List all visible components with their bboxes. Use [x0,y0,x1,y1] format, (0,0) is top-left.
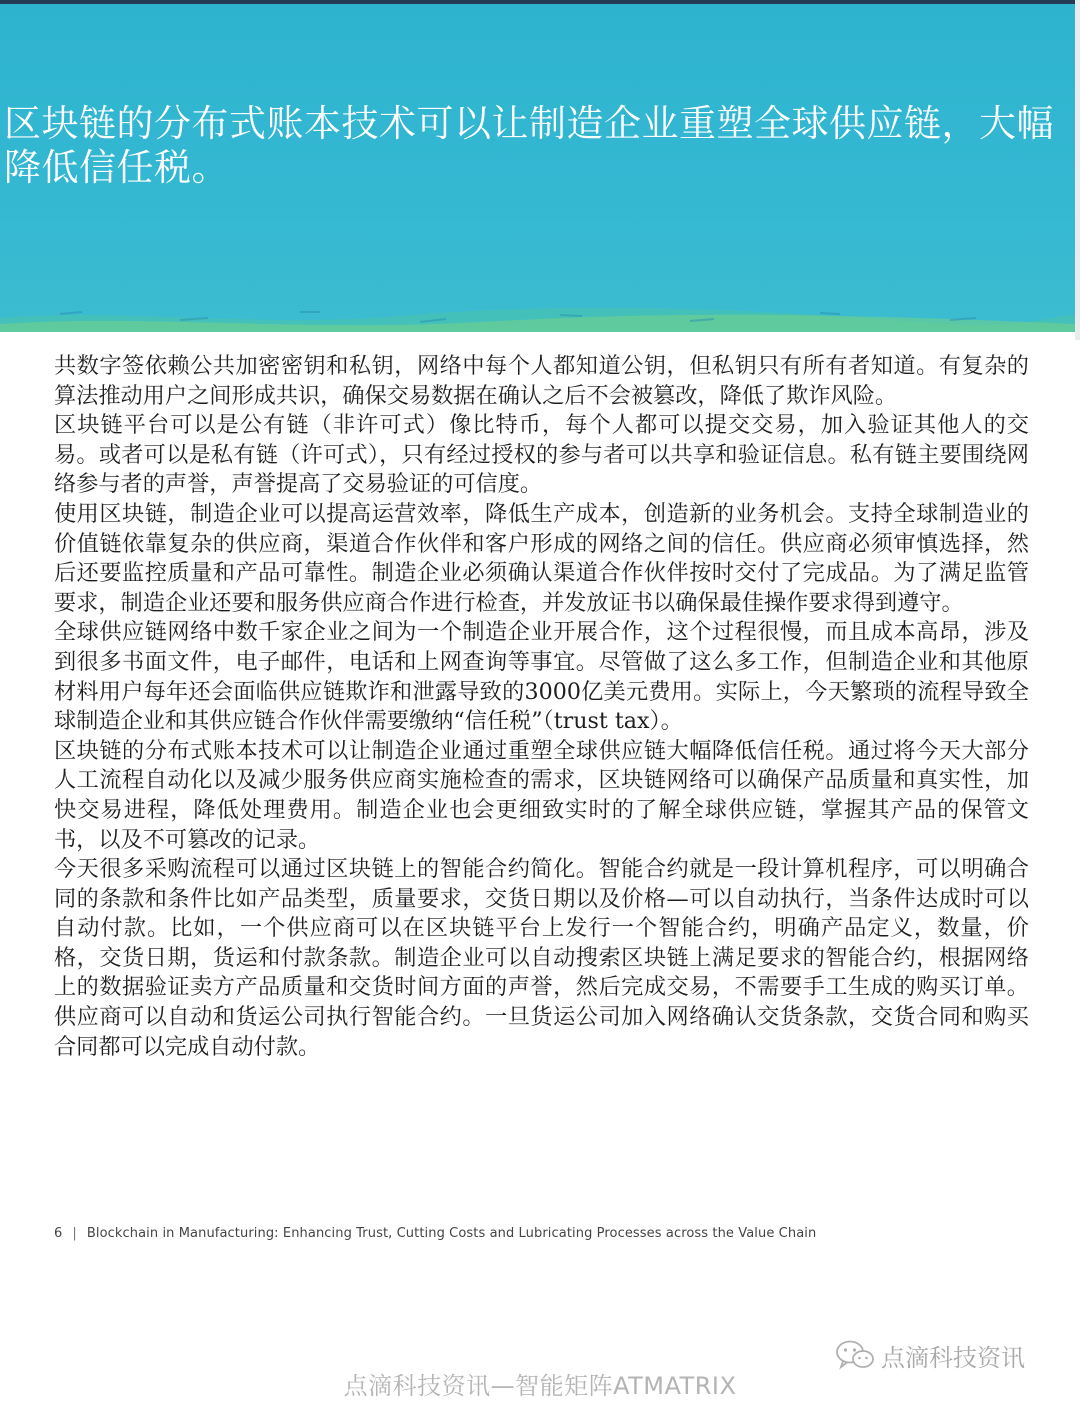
page-edge-shadow [1075,0,1080,340]
banner-top-rule [0,0,1075,4]
paragraph: 今天很多采购流程可以通过区块链上的智能合约简化。智能合约就是一段计算机程序，可以明确合同的条款和条件比如产品类型，质量要求，交货日期以及价格—可以自动执行，当条件达成时可以自动付款。比如，一个供应商可以在区块链平台上发行一个智能合约，明确产品定义，数量，价格，交货日期，货运和付款条款。制造企业可以自动搜索区块链上满足要求的智能合约，根据网络上的数据验证卖方产品质量和交货时间方面的声誉，然后完成交易，不需要手工生成的购买订单。供应商可以自动和货运公司执行智能合约。一旦货运公司加入网络确认交货条款，交货合同和购买合同都可以完成自动付款。 [54,856,1029,1060]
paragraph: 区块链平台可以是公有链（非许可式）像比特币，每个人都可以提交交易，加入验证其他人的交易。或者可以是私有链（许可式），只有经过授权的参与者可以共享和验证信息。私有链主要围绕网络参与者的声誉，声誉提高了交易验证的可信度。 [54,412,1029,498]
page-footer [54,1226,954,1241]
page-number: 6 [54,1226,63,1241]
banner-title: 区块链的分布式账本技术可以让制造企业重塑全球供应链，大幅降低信任税。 [4,102,1054,189]
paragraph: 区块链的分布式账本技术可以让制造企业通过重塑全球供应链大幅降低信任税。通过将今天大部分人工流程自动化以及减少服务供应商实施检查的需求，区块链网络可以确保产品质量和真实性，加快交易进程，降低处理费用。制造企业也会更细致实时的了解全球供应链，掌握其产品的保管文书，以及不可篡改的记录。 [54,737,1029,853]
paragraph: 使用区块链，制造企业可以提高运营效率，降低生产成本，创造新的业务机会。支持全球制造业的价值链依靠复杂的供应商，渠道合作伙伴和客户形成的网络之间的信任。供应商必须审慎选择，然后还要监控质量和产品可靠性。制造企业必须确认渠道合作伙伴按时交付了完成品。为了满足监管要求，制造企业还要和服务供应商合作进行检查，并发放证书以确保最佳操作要求得到遵守。 [54,500,1029,616]
wechat-account-name: 点滴科技资讯 [881,1343,1025,1372]
paragraph: 共数字签依赖公共加密密钥和私钥，网络中每个人都知道公钥，但私钥只有所有者知道。有复杂的算法推动用户之间形成共识，确保交易数据在确认之后不会被篡改，降低了欺诈风险。 [54,353,1029,409]
header-banner [0,0,1075,332]
footer-title: Blockchain in Manufacturing: Enhancing Trust, Cutting Costs and Lubricating Processes across the Value Chain [86,1226,817,1241]
paragraph: 全球供应链网络中数千家企业之间为一个制造企业开展合作，这个过程很慢，而且成本高昂，涉及到很多书面文件，电子邮件，电话和上网查询等事宜。尽管做了这么多工作，但制造企业和其他原材料用户每年还会面临供应链欺诈和泄露导致的3000亿美元费用。实际上，今天繁琐的流程导致全球制造企业和其供应链合作伙伴需要缴纳“信任税”（trust tax）。 [54,619,1029,735]
banner-decorative-waves [0,300,1075,332]
bottom-brand-watermark: 点滴科技资讯—智能矩阵ATMATRIX [343,1372,737,1400]
article-body [54,352,1029,1062]
footer-separator: | [72,1226,77,1241]
